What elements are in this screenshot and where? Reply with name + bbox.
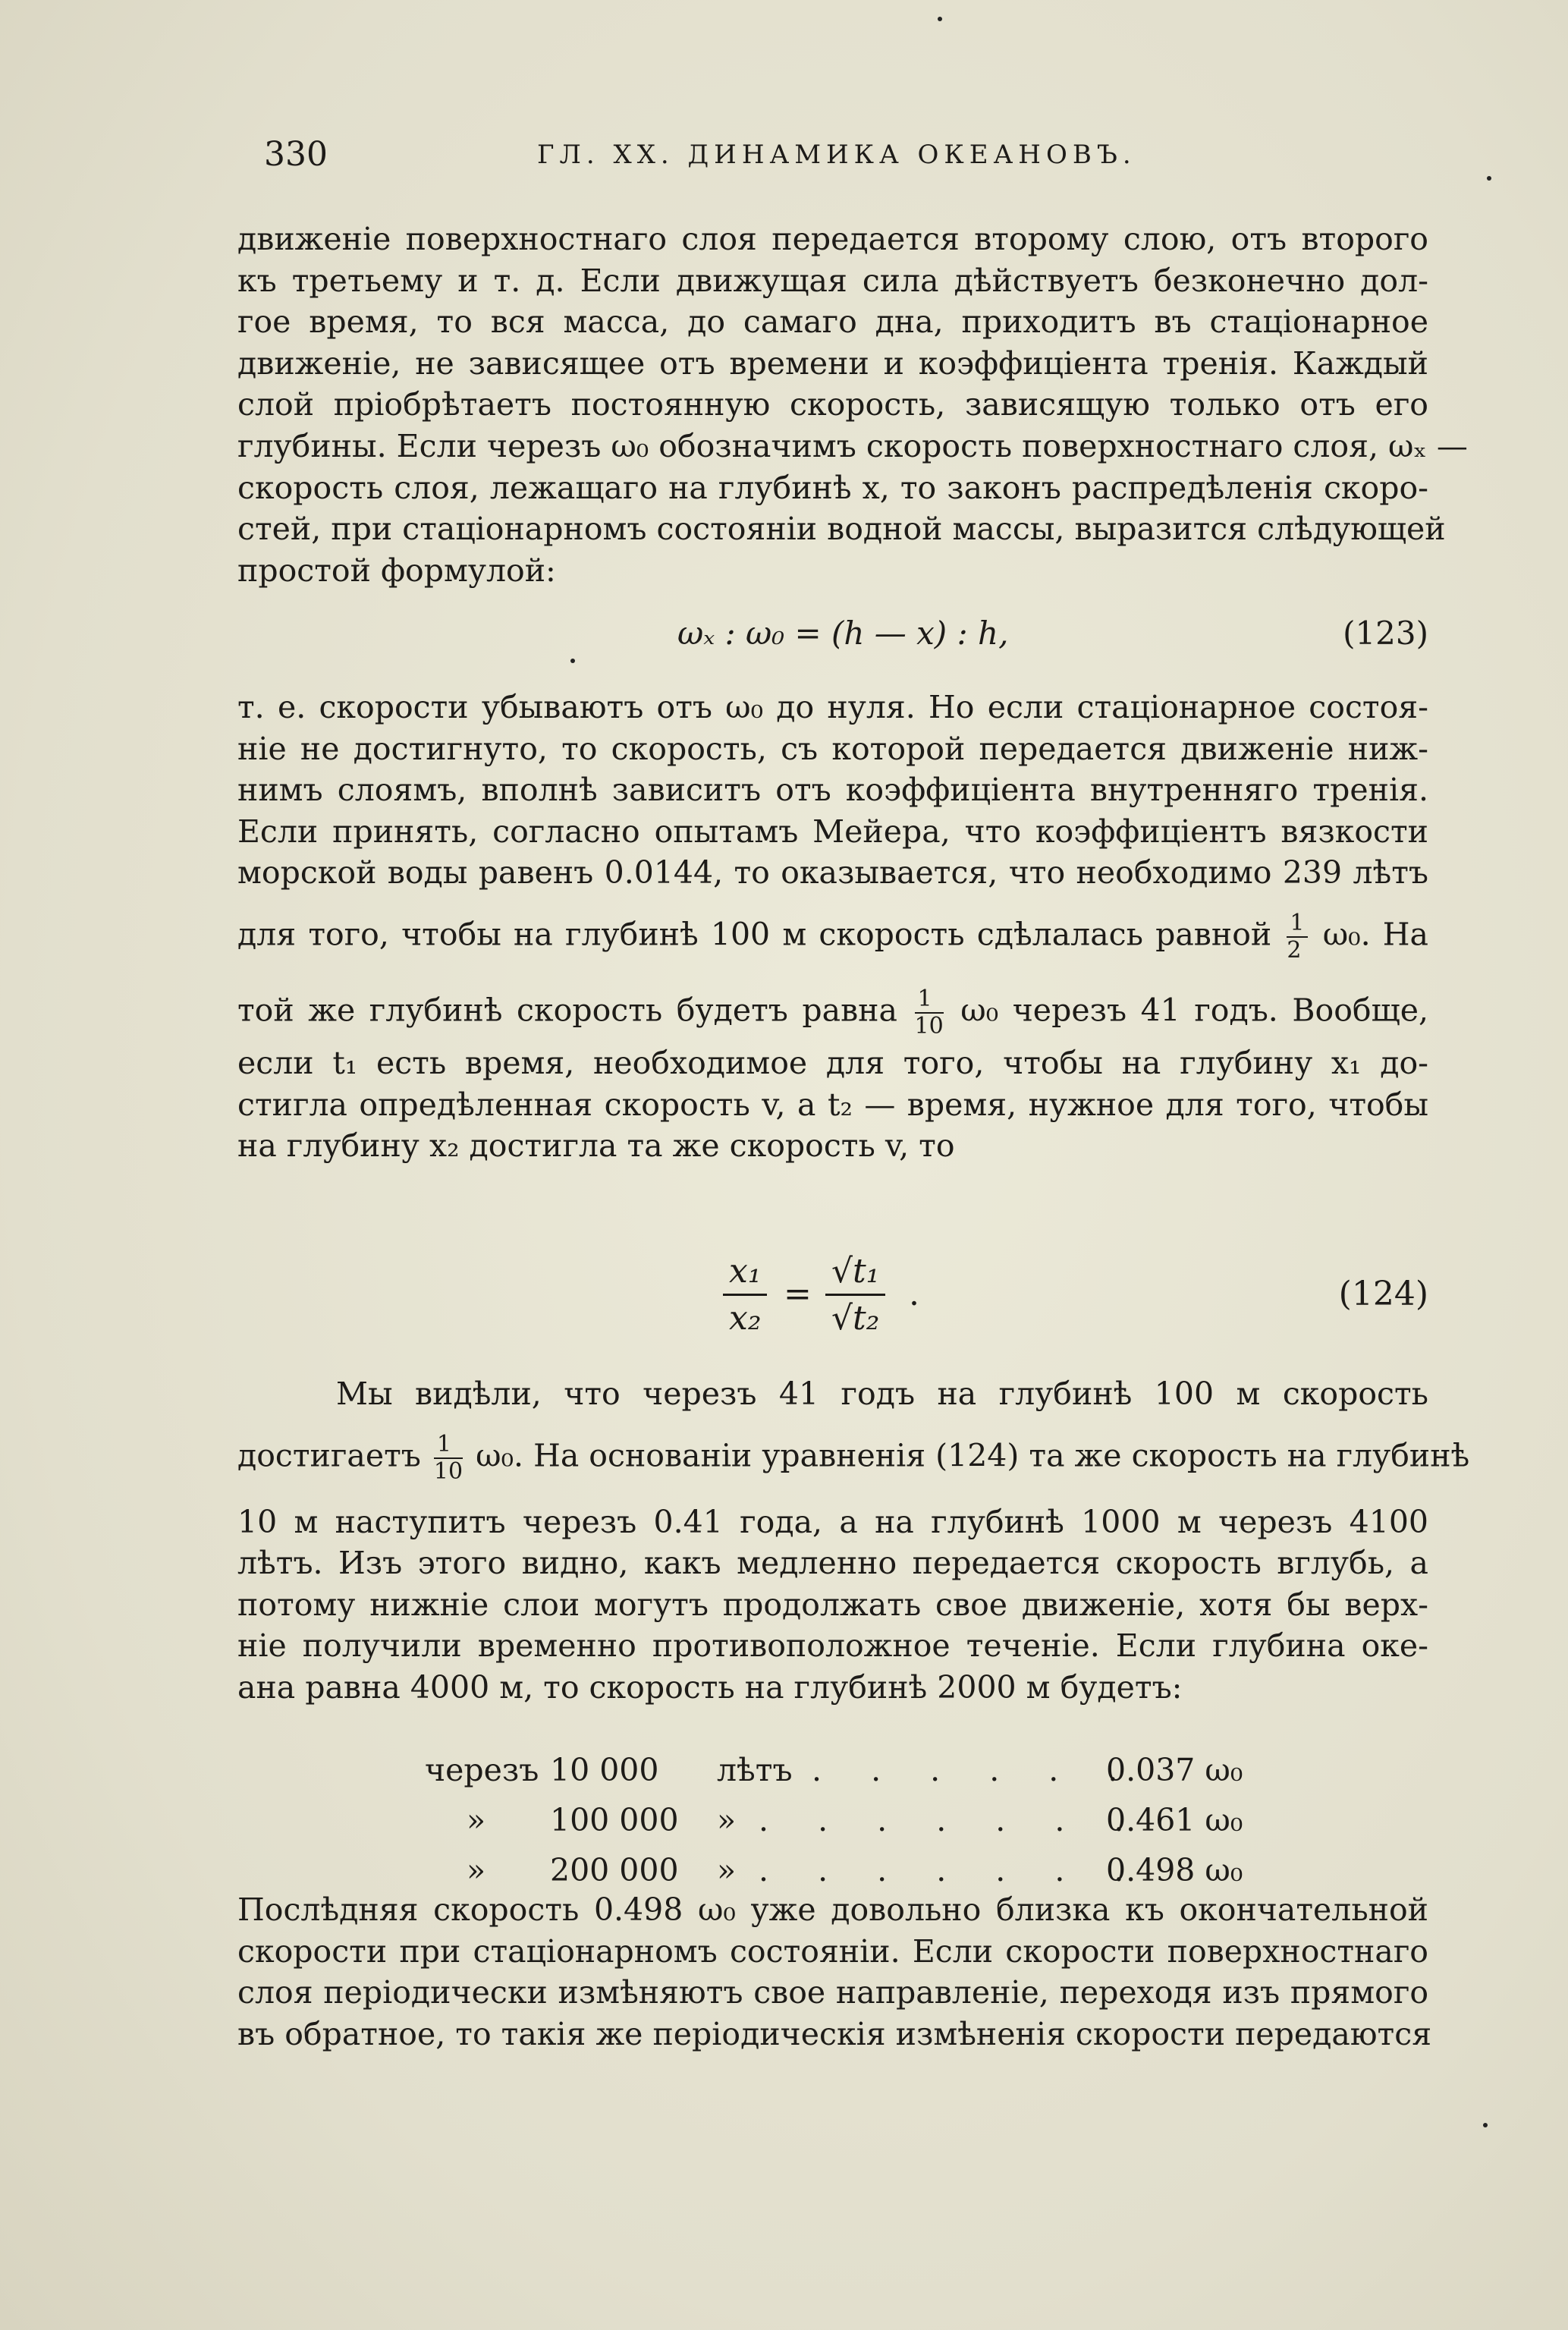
- text-line: движеніе поверхностнаго слоя передается второму слою, отъ второго: [237, 221, 1428, 257]
- fraction-one-tenth: $\frac{1}{10}$: [433, 1430, 463, 1485]
- text-line: глубины. Если черезъ ω₀ обозначимъ скорость поверхностнаго слоя, ωₓ —: [237, 427, 1468, 464]
- text-line: нимъ слоямъ, вполнѣ зависитъ отъ коэффиціента внутренняго тренія.: [237, 772, 1428, 809]
- text-line: морской воды равенъ 0.0144, то оказывается, что необходимо 239 лѣтъ: [237, 854, 1428, 891]
- text-line: 10 м наступитъ черезъ 0.41 года, а на глубинѣ 1000 м черезъ 4100: [237, 1503, 1428, 1540]
- page-header: [264, 135, 1432, 181]
- equation-124-rhs: √t₁ √t₂: [825, 1252, 885, 1338]
- page-speck: [570, 659, 575, 663]
- equation-123-formula: ωₓ : ω₀ = (h — x) : h,: [677, 615, 1009, 652]
- paragraph-3: [237, 1373, 1470, 1709]
- paragraph-4: [237, 1889, 1432, 2055]
- equation-123: [237, 615, 1428, 660]
- text-line: скорости при стаціонарномъ состояніи. Если скорости поверхностнаго: [237, 1932, 1428, 1970]
- paragraph-2: [237, 687, 1428, 1167]
- text-line: ана равна 4000 м, то скорость на глубинѣ 2000 м будетъ:: [237, 1668, 1183, 1706]
- text-line: на глубину x₂ достигла та же скорость v, то: [237, 1127, 955, 1165]
- equation-123-number: (123): [1343, 615, 1428, 652]
- equals-sign: =: [784, 1275, 812, 1313]
- text-line-with-fraction: достигаетъ $\frac{1}{10}$ ω₀. На основаніи уравненія (124) та же скорость на глубинѣ: [237, 1430, 1470, 1485]
- text-line: стигла опредѣленная скорость v, а t₂ — время, нужное для того, чтобы: [237, 1086, 1428, 1123]
- text-line: т. е. скорости убываютъ отъ ω₀ до нуля. Но если стаціонарное состоя-: [237, 689, 1428, 725]
- text-line: гое время, то вся масса, до самаго дна, приходитъ въ стаціонарное: [237, 303, 1428, 341]
- paragraph-1: [237, 219, 1468, 591]
- text-line: Послѣдняя скорость 0.498 ω₀ уже довольно близка къ окончательной: [237, 1891, 1428, 1928]
- page-speck: [1487, 176, 1491, 181]
- table-row: » 100 000 » . . . . . . . 0.461 ω₀: [467, 1802, 1243, 1838]
- fraction-one-half: $\frac{1}{2}$: [1287, 912, 1307, 962]
- equation-124: [237, 1252, 1428, 1351]
- equation-124-tail: .: [909, 1275, 919, 1313]
- text-line: движеніе, не зависящее отъ времени и коэффиціента тренія. Каждый: [237, 344, 1428, 382]
- text-line: ніе не достигнуто, то скорость, съ которой передается движеніе ниж-: [237, 730, 1428, 767]
- text-line: ніе получили временно противоположное теченіе. Если глубина оке-: [237, 1627, 1428, 1665]
- text-line: Мы видѣли, что черезъ 41 годъ на глубинѣ 100 м скорость: [336, 1376, 1428, 1412]
- text-line: въ обратное, то такія же періодическія измѣненія скорости передаются: [237, 2015, 1432, 2052]
- text-line: стей, при стаціонарномъ состояніи водной массы, выразится слѣдующей: [237, 511, 1446, 548]
- text-line-with-fraction: для того, чтобы на глубинѣ 100 м скорость сдѣлалась равной $\frac{1}{2}$ ω₀. На: [237, 909, 1428, 964]
- text-line: слоя періодически измѣняютъ свое направленіе, переходя изъ прямого: [237, 1974, 1428, 2011]
- text-line-with-fraction: той же глубинѣ скорость будетъ равна $\frac{1}{10}$ ω₀ черезъ 41 годъ. Вообще,: [237, 985, 1428, 1039]
- text-line: потому нижніе слои могутъ продолжать свое движеніе, хотя бы верх-: [237, 1586, 1428, 1623]
- text-line: слой пріобрѣтаетъ постоянную скорость, зависящую только отъ его: [237, 386, 1428, 423]
- table-row: черезъ 10 000 лѣтъ . . . . . . 0.037 ω₀: [425, 1752, 1243, 1788]
- page-speck: [938, 17, 942, 21]
- equation-124-number: (124): [1338, 1275, 1428, 1313]
- text-line: къ третьему и т. д. Если движущая сила дѣйствуетъ безконечно дол-: [237, 262, 1428, 299]
- velocity-table: [425, 1745, 1259, 1895]
- text-line: лѣтъ. Изъ этого видно, какъ медленно передается скорость вглубь, а: [237, 1545, 1428, 1582]
- text-line: скорость слоя, лежащаго на глубинѣ x, то законъ распредѣленія скоро-: [237, 469, 1428, 506]
- text-line: если t₁ есть время, необходимое для того, чтобы на глубину x₁ до-: [237, 1044, 1428, 1081]
- text-line: простой формулой:: [237, 552, 556, 589]
- page-number: 330: [264, 135, 328, 174]
- table-row: » 200 000 » . . . . . . . 0.498 ω₀: [467, 1852, 1243, 1888]
- equation-124-lhs: x₁ x₂: [723, 1252, 767, 1338]
- text-line: Если принять, согласно опытамъ Мейера, что коэффиціентъ вязкости: [237, 813, 1428, 850]
- page-speck: [1483, 2123, 1488, 2127]
- running-head: ГЛ. XX. ДИНАМИКА ОКЕАНОВЪ.: [537, 140, 1136, 170]
- fraction-one-tenth: $\frac{1}{10}$: [914, 985, 944, 1039]
